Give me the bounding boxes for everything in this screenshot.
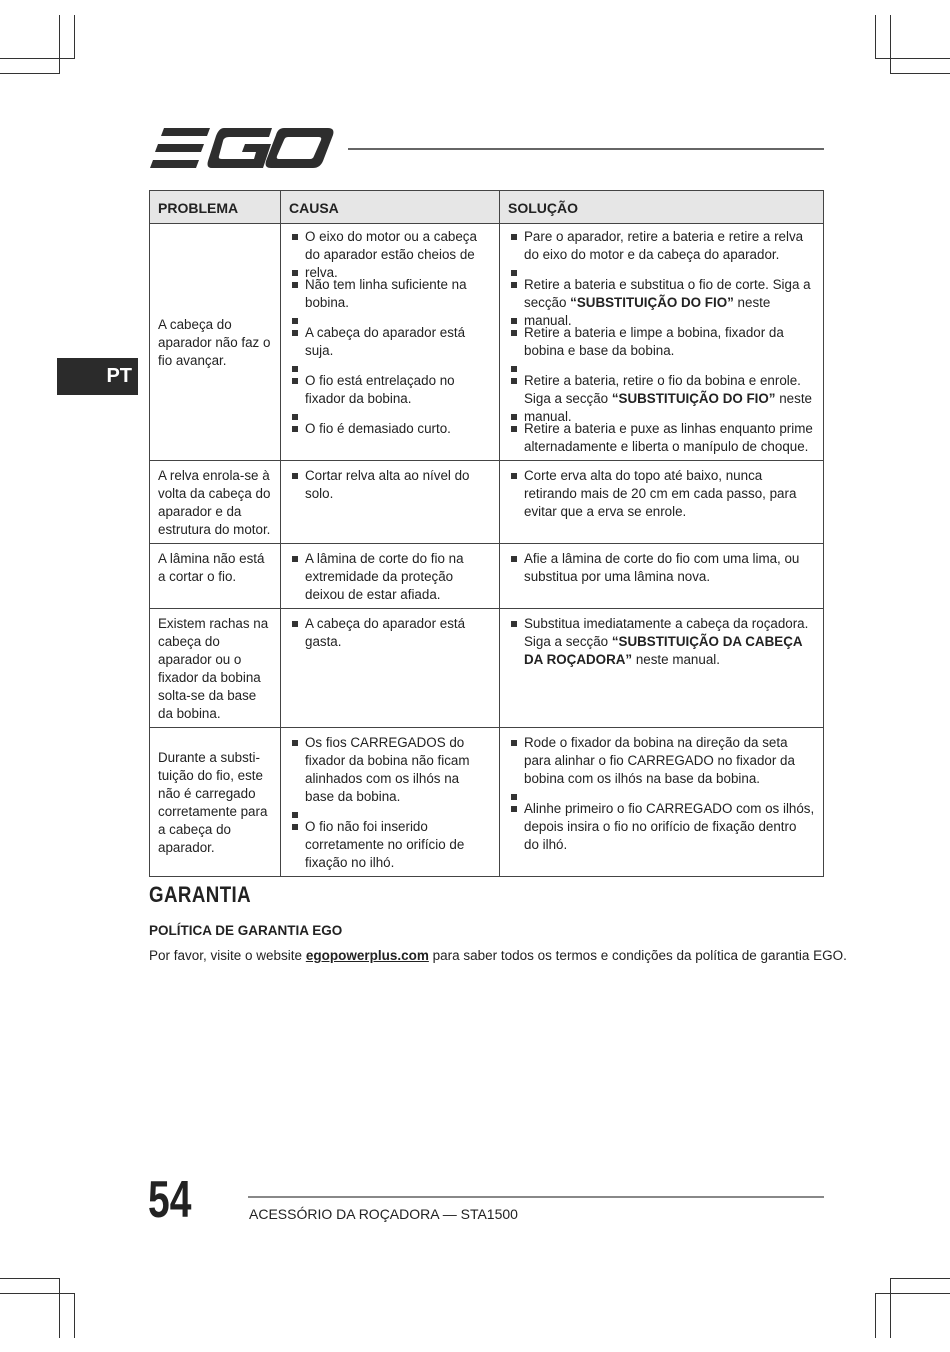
header-solution: SOLUÇÃO — [500, 191, 824, 224]
cause-cell — [281, 728, 500, 877]
header-problem: PROBLEMA — [150, 191, 281, 224]
language-tab-label: PT — [106, 365, 132, 387]
crop-mark — [890, 15, 891, 73]
crop-mark — [890, 1278, 950, 1279]
page-number: 54 — [148, 1171, 192, 1229]
warranty-paragraph: Por favor, visite o website egopowerplus.com para saber todos os termos e condições da política de garantia EGO. — [149, 948, 847, 963]
footer-rule — [248, 1196, 824, 1198]
troubleshooting-table — [149, 190, 824, 877]
solution-item: Retire a bateria e limpe a bobina, fixador da bobina e base da bobina. — [508, 324, 815, 360]
cause-item: O eixo do motor ou a cabeça do aparador estão cheios de relva. — [289, 228, 491, 264]
problem-cell: Durante a substi-tuição do fio, este não é carregado corretamente para a cabeça do aparador. — [150, 728, 281, 877]
crop-mark — [59, 15, 60, 73]
header-rule — [348, 148, 824, 150]
crop-mark — [875, 15, 876, 58]
crop-mark — [875, 58, 950, 59]
website-link[interactable]: egopowerplus.com — [305, 948, 429, 963]
cause-item: A lâmina de corte do fio na extremidade da proteção deixou de estar afiada. — [289, 550, 491, 604]
cause-cell — [281, 461, 500, 544]
cause-cell — [281, 544, 500, 609]
table-header-row — [150, 191, 824, 224]
solution-item: Afie a lâmina de corte do fio com uma lima, ou substitua por uma lâmina nova. — [508, 550, 815, 586]
crop-mark — [0, 58, 75, 59]
solution-item: Pare o aparador, retire a bateria e retire a relva do eixo do motor e da cabeça do aparador. — [508, 228, 815, 264]
section-title: GARANTIA — [149, 882, 252, 907]
crop-mark — [875, 1293, 950, 1294]
table-row — [150, 461, 824, 544]
cause-item: O fio não foi inserido corretamente no orifício de fixação no ilhó. — [289, 818, 491, 872]
solution-item: Retire a bateria e puxe as linhas enquanto prime alternadamente e liberta o manípulo de choque. — [508, 420, 815, 456]
solution-cell — [500, 224, 824, 461]
solution-cell — [500, 728, 824, 877]
problem-cell: A cabeça do aparador não faz o fio avançar. — [150, 224, 281, 461]
header-cause: CAUSA — [281, 191, 500, 224]
crop-mark — [890, 73, 950, 74]
problem-cell: A lâmina não está a cortar o fio. — [150, 544, 281, 609]
solution-item: Retire a bateria, retire o fio da bobina e enrole. Siga a secção “SUBSTITUIÇÃO DO FIO” neste manual. — [508, 372, 815, 408]
ego-logo — [150, 128, 335, 172]
crop-mark — [890, 1278, 891, 1338]
cause-item: O fio é demasiado curto. — [289, 420, 491, 438]
solution-item: Substitua imediatamente a cabeça da roçadora. Siga a secção “SUBSTITUIÇÃO DA CABEÇA DA ROÇADORA” neste manual. — [508, 615, 815, 669]
solution-item: Rode o fixador da bobina na direção da seta para alinhar o fio CARREGADO no fixador da bobina com os ilhós na base da bobina. — [508, 734, 815, 788]
cause-cell — [281, 224, 500, 461]
crop-mark — [74, 15, 75, 58]
problem-cell: A relva enrola-se à volta da cabeça do aparador e da estrutura do motor. — [150, 461, 281, 544]
cause-item: A cabeça do aparador está suja. — [289, 324, 491, 360]
solution-cell — [500, 544, 824, 609]
solution-cell — [500, 609, 824, 728]
language-tab — [57, 358, 138, 395]
crop-mark — [74, 1293, 75, 1338]
crop-mark — [0, 1293, 75, 1294]
crop-mark — [875, 1293, 876, 1338]
crop-mark — [0, 1278, 60, 1279]
cause-item: A cabeça do aparador está gasta. — [289, 615, 491, 651]
solution-cell — [500, 461, 824, 544]
crop-mark — [59, 1278, 60, 1338]
solution-item: Alinhe primeiro o fio CARREGADO com os ilhós, depois insira o fio no orifício de fixação dentro do ilhó. — [508, 800, 815, 854]
table-row — [150, 728, 824, 877]
cause-item: O fio está entrelaçado no fixador da bobina. — [289, 372, 491, 408]
cause-item: Cortar relva alta ao nível do solo. — [289, 467, 491, 503]
cause-item: Não tem linha suficiente na bobina. — [289, 276, 491, 312]
crop-mark — [0, 73, 60, 74]
section-subtitle: POLÍTICA DE GARANTIA EGO — [149, 923, 343, 938]
table-row — [150, 224, 824, 461]
cause-cell — [281, 609, 500, 728]
table-row — [150, 544, 824, 609]
cause-item: Os fios CARREGADOS do fixador da bobina não ficam alinhados com os ilhós na base da bobina. — [289, 734, 491, 806]
solution-item: Corte erva alta do topo até baixo, nunca retirando mais de 20 cm em cada passo, para evitar que a erva se enrole. — [508, 467, 815, 521]
table-row — [150, 609, 824, 728]
problem-cell: Existem rachas na cabeça do aparador ou o fixador da bobina solta-se da base da bobina. — [150, 609, 281, 728]
solution-item: Retire a bateria e substitua o fio de corte. Siga a secção “SUBSTITUIÇÃO DO FIO” neste manual. — [508, 276, 815, 312]
footer-title: ACESSÓRIO DA ROÇADORA — STA1500 — [249, 1206, 518, 1222]
